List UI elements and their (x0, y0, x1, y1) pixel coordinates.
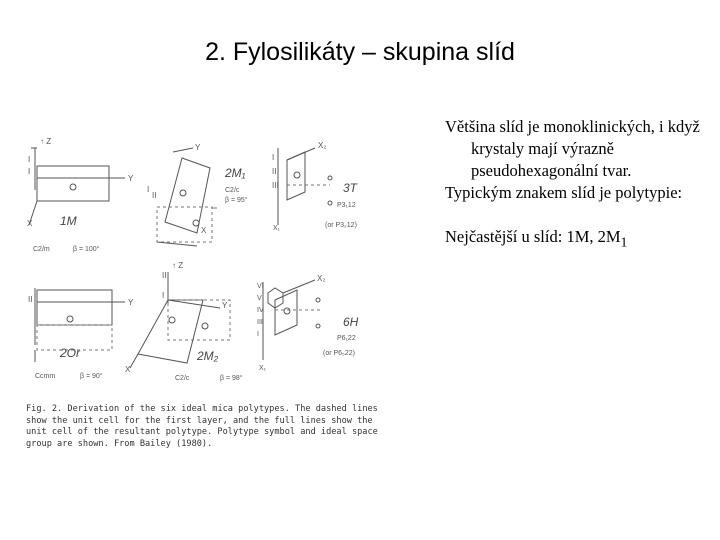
svg-text:II: II (272, 167, 277, 176)
svg-text:II: II (152, 191, 157, 200)
svg-text:VI: VI (257, 283, 264, 290)
svg-text:IV: IV (257, 307, 264, 314)
paragraph-mica-monoclinic: Většina slíd je monoklinických, i když krystaly mají výrazně pseudohexagonální tvar. (445, 117, 700, 180)
label-2or: 2Or (60, 346, 81, 360)
slide-title: 2. Fylosilikáty – skupina slíd (205, 38, 515, 66)
svg-text:X₁: X₁ (273, 225, 281, 232)
svg-text:II: II (162, 271, 167, 280)
label-1m: 1M (60, 214, 77, 228)
svg-text:↑ Z: ↑ Z (172, 261, 184, 270)
label-2m1: 2M₁ (225, 166, 246, 180)
svg-text:(or P3₂12): (or P3₂12) (325, 222, 357, 229)
svg-text:C2/c: C2/c (225, 187, 240, 194)
svg-text:β = 90°: β = 90° (80, 373, 103, 380)
panel-2m2 (125, 261, 243, 382)
svg-text:Y: Y (128, 174, 134, 183)
svg-text:Y: Y (128, 298, 134, 307)
paragraph-common-polytypes (445, 226, 707, 253)
panel-2or (28, 288, 134, 380)
svg-text:C2/c: C2/c (175, 375, 190, 382)
svg-text:X₁: X₁ (259, 365, 267, 372)
panel-2m1 (147, 143, 248, 246)
svg-text:X: X (27, 219, 33, 228)
svg-text:Y: Y (222, 301, 228, 310)
svg-text:β = 98°: β = 98° (220, 375, 243, 382)
svg-text:II: II (28, 295, 33, 304)
svg-text:β = 100°: β = 100° (73, 246, 100, 253)
label-6h: 6H (343, 315, 359, 329)
common-polytypes-text: Nejčastější u slíd: 1M, 2M (445, 227, 621, 246)
panel-3t (272, 141, 359, 232)
common-polytypes-subscript: 1 (620, 234, 628, 250)
caption-label: Fig. 2. (26, 404, 63, 414)
svg-text:X: X (201, 226, 207, 235)
svg-text:Y: Y (195, 143, 201, 152)
svg-text:X: X (125, 365, 131, 374)
svg-text:P3₁12: P3₁12 (337, 202, 356, 209)
paragraph-polytypy: Typickým znakem slíd je polytypie: (445, 183, 683, 202)
svg-text:III: III (257, 319, 263, 326)
svg-text:I: I (28, 167, 31, 176)
svg-text:X₂: X₂ (317, 274, 326, 283)
svg-text:I: I (272, 153, 275, 162)
svg-text:P6₁22: P6₁22 (337, 335, 356, 342)
caption-body: Derivation of the six ideal mica polytypes. The dashed lines show the unit cell for the first layer, and the full lines show the unit cell of the resultant polytype. Polytype symbol and ideal space group are shown. From Bailey (1980). (26, 404, 378, 449)
svg-text:Ccmm: Ccmm (35, 373, 56, 380)
figure-caption (26, 404, 386, 450)
svg-text:I: I (162, 291, 165, 300)
svg-text:(or P6₅22): (or P6₅22) (323, 350, 355, 357)
svg-text:I: I (147, 185, 150, 194)
panel-6h (257, 274, 359, 372)
svg-text:X₂: X₂ (318, 141, 327, 150)
svg-text:I: I (257, 331, 259, 338)
svg-text:C2/m: C2/m (33, 246, 50, 253)
panel-1m (27, 137, 134, 253)
svg-text:V: V (257, 295, 262, 302)
text-block (445, 116, 707, 253)
svg-text:β = 95°: β = 95° (225, 197, 248, 204)
svg-text:III: III (272, 181, 279, 190)
svg-text:I: I (28, 155, 31, 164)
svg-text:↑ Z: ↑ Z (40, 137, 52, 146)
label-3t: 3T (343, 181, 358, 195)
label-2m2: 2M₂ (197, 349, 219, 363)
